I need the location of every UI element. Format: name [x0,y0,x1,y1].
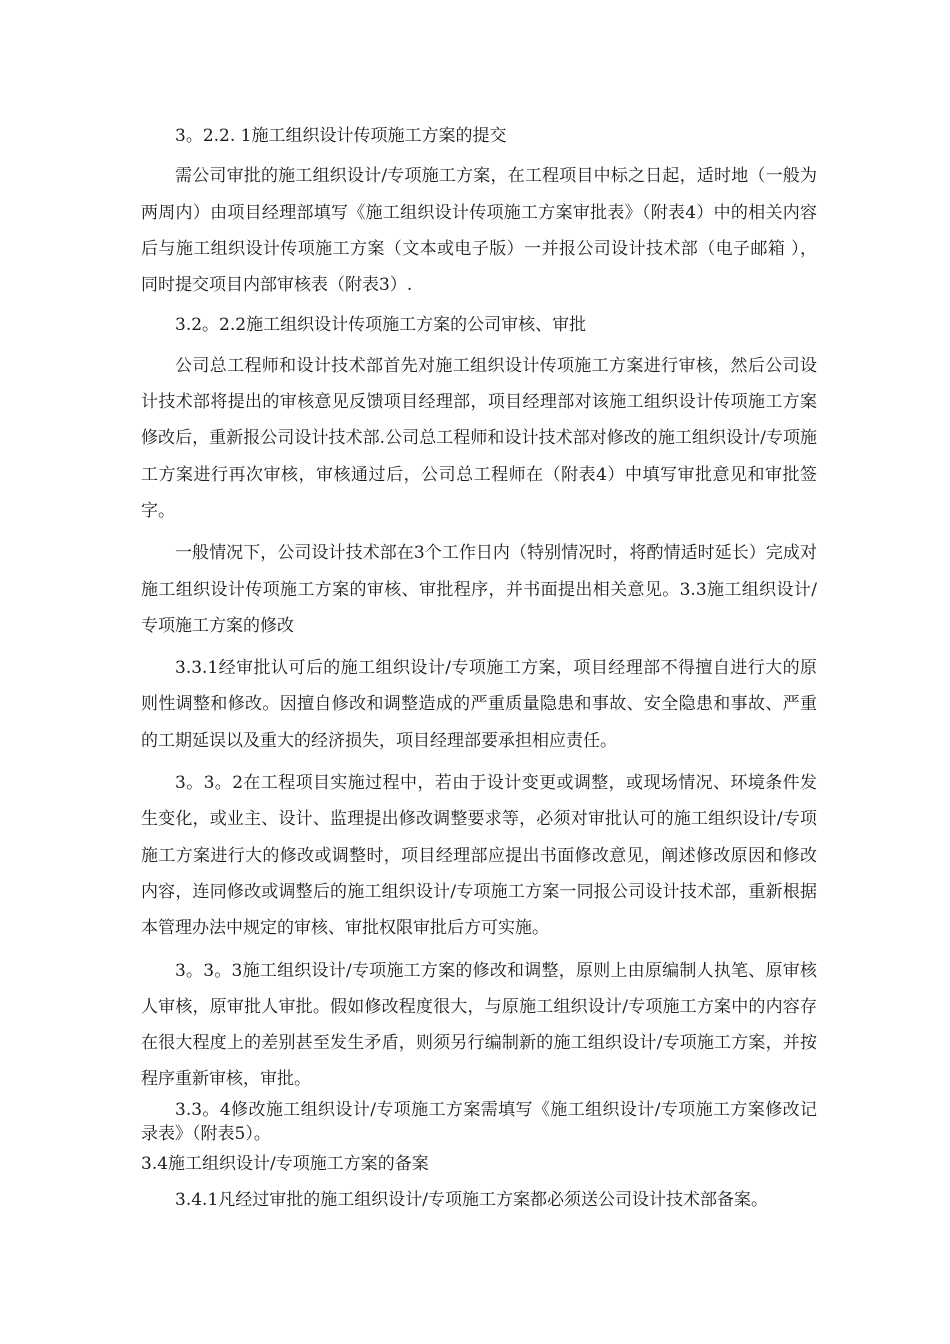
paragraph-submission: 需公司审批的施工组织设计/专项施工方案，在工程项目中标之日起，适时地（一般为两周内）由项目经理部填写《施工组织设计传项施工方案审批表》（附表4）中的相关内容后与施工组织设计传项施工方案（文本或电子版）一并报公司设计技术部（电子邮箱 ），同时提交项目内部审核表（附表3）. [141,166,817,296]
paragraph-3-3-1: 3.3.1经审批认可后的施工组织设计/专项施工方案，项目经理部不得擅自进行大的原则性调整和修改。因擅自修改和调整造成的严重质量隐患和事故、安全隐患和事故、严重的工期延误以及重大的经济损失，项目经理部要承担相应责任。 [141,658,817,751]
document-page [141,118,817,1218]
paragraph-3-3-2: 3。3。2在工程项目实施过程中，若由于设计变更或调整，或现场情况、环境条件发生变化，或业主、设计、监理提出修改调整要求等，必须对审批认可的施工组织设计/专项施工方案进行大的修改或调整时，项目经理部应提出书面修改意见，阐述修改原因和修改内容，连同修改或调整后的施工组织设计/专项施工方案一同报公司设计技术部，重新根据本管理办法中规定的审核、审批权限审批后方可实施。 [141,773,817,939]
paragraph-3-3-3: 3。3。3施工组织设计/专项施工方案的修改和调整，原则上由原编制人执笔、原审核人审核，原审批人审批。假如修改程度很大，与原施工组织设计/专项施工方案中的内容存在很大程度上的差别甚至发生矛盾，则须另行编制新的施工组织设计/专项施工方案，并按程序重新审核，审批。 [141,960,817,1090]
paragraph-3-4-1: 3.4.1凡经过审批的施工组织设计/专项施工方案都必须送公司设计技术部备案。 [175,1190,768,1211]
paragraph-general-case: 一般情况下，公司设计技术部在3个工作日内（特别情况时，将酌情适时延长）完成对施工组织设计传项施工方案的审核、审批程序，并书面提出相关意见。3.3施工组织设计/专项施工方案的修改 [141,543,817,636]
section-heading-3-4: 3.4施工组织设计/专项施工方案的备案 [141,1153,429,1174]
paragraph-3-3-4: 3.3。4修改施工组织设计/专项施工方案需填写《施工组织设计/专项施工方案修改记录表》（附表5）。 [141,1099,817,1144]
section-heading-3-2-2-2: 3.2。2.2施工组织设计传项施工方案的公司审核、审批 [175,315,587,336]
paragraph-company-review: 公司总工程师和设计技术部首先对施工组织设计传项施工方案进行审核，然后公司设计技术部将提出的审核意见反馈项目经理部，项目经理部对该施工组织设计传项施工方案修改后，重新报公司设计技术部.公司总工程师和设计技术部对修改的施工组织设计/专项施工方案进行再次审核，审核通过后，公司总工程师在（附表4）中填写审批意见和审批签字。 [141,355,817,521]
section-heading-3-2-2-1: 3。2.2. 1施工组织设计传项施工方案的提交 [175,126,507,146]
